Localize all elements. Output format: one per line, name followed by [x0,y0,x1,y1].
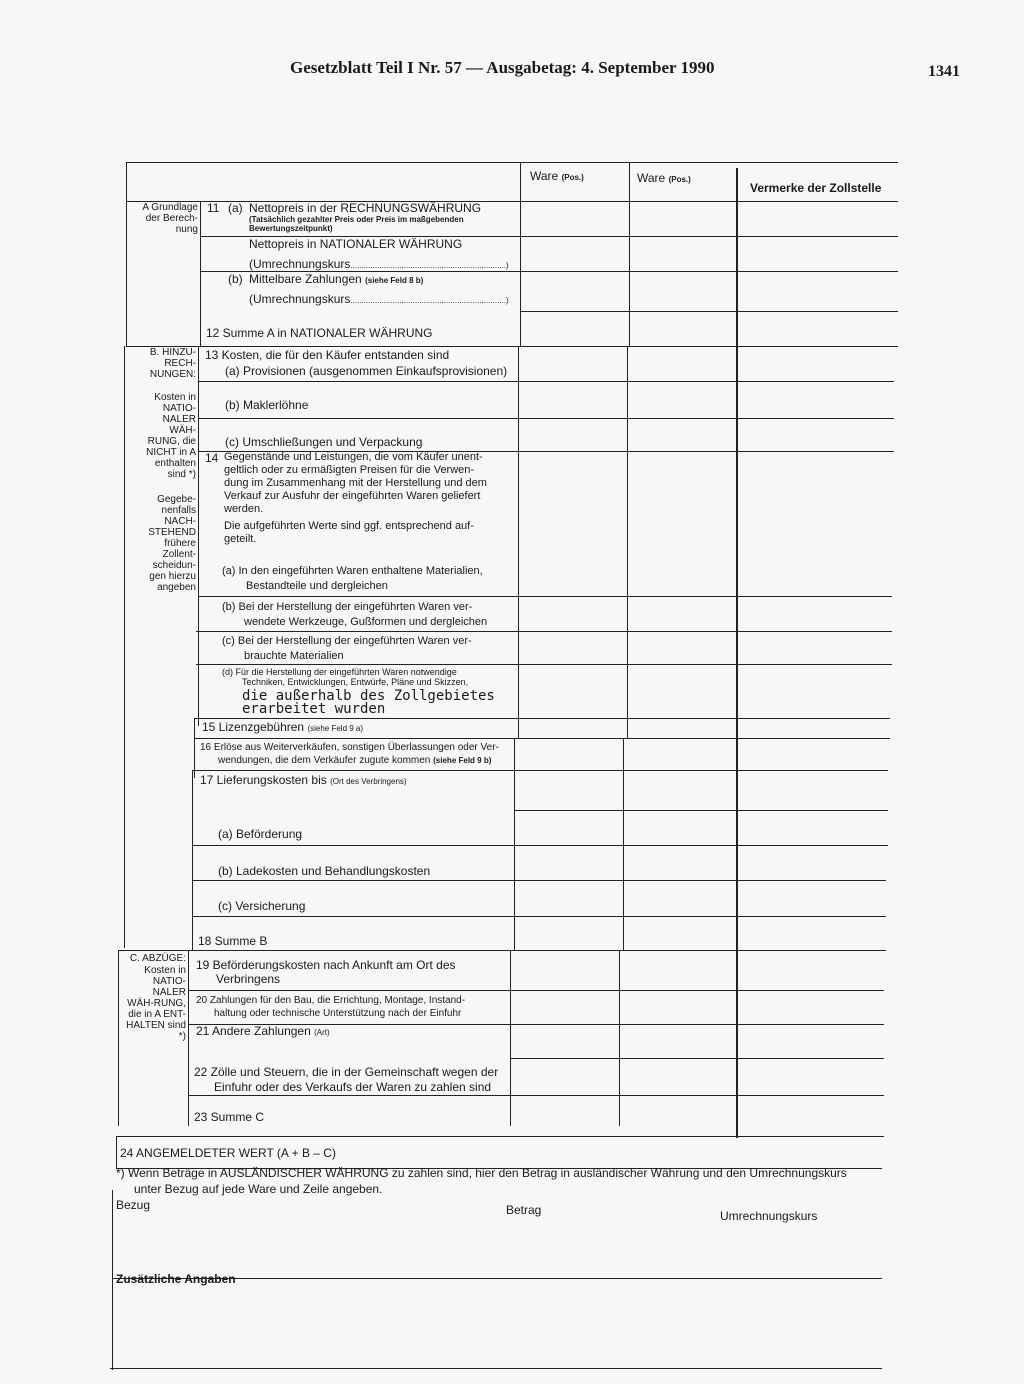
row-23-label: 23 Summe C [194,1110,265,1124]
row-19-line-2: Verbringens [216,972,281,986]
row-14-number: 14 [205,451,219,465]
row-11-national-label: Nettopreis in NATIONALER WÄHRUNG [249,237,463,251]
row-16-line-2: wendungen, die dem Verkäufer zugute kommen (siehe Feld 9 b) [218,755,492,766]
row-11b-label: Mittelbare Zahlungen (siehe Feld 8 b) [249,272,424,286]
page-header-title: Gesetzblatt Teil I Nr. 57 — Ausgabetag: 4. September 1990 [290,58,715,77]
row-21-label: 21 Andere Zahlungen (Art) [196,1024,330,1038]
row-13b-label: (b) Maklerlöhne [225,398,309,412]
row-14c-line-1: (c) Bei der Herstellung der eingeführten Waren ver- [222,635,472,647]
row-17-label: 17 Lieferungskosten bis (Ort des Verbringens) [200,773,407,787]
row-14d-typed-2: erarbeitet wurden [242,701,386,717]
page-number: 1341 [928,63,960,80]
row-11a-label: Nettopreis in der RECHNUNGSWÄHRUNG [249,201,482,215]
row-14a-line-1: (a) In den eingeführten Waren enthaltene Materialien, [222,565,483,577]
row-17a-label: (a) Beförderung [218,827,303,841]
row-12-label: 12 Summe A in NATIONALER WÄHRUNG [206,326,433,340]
row-20-line-2: haltung oder technische Unterstützung nach der Einfuhr [214,1008,462,1019]
row-11a-note-1: (Tatsächlich gezahlter Preis oder Preis im maßgebenden [249,215,464,224]
row-18-label: 18 Summe B [198,934,268,948]
section-b-note-1: Kosten in NATIO-NALER WÄH-RUNG, die NICHT in A enthalten sind *) [146,392,196,480]
row-11-national-kurs: (Umrechnungskurs......................................................................) [249,257,509,271]
ware-column-header-2: Ware (Pos.) [637,171,691,185]
vermerke-column-header: Vermerke der Zollstelle [750,181,882,195]
row-24-label: 24 ANGEMELDETER WERT (A + B – C) [120,1146,336,1160]
ware-column-header-1: Ware (Pos.) [530,169,584,183]
row-16-line-1: 16 Erlöse aus Weiterverkäufen, sonstigen Überlassungen oder Ver- [200,742,499,753]
row-22-line-2: Einfuhr oder des Verkaufs der Waren zu zahlen sind [214,1080,492,1094]
row-11b-letter: (b) [228,272,243,286]
betrag-label: Betrag [506,1203,542,1217]
row-15-label: 15 Lizenzgebühren (siehe Feld 9 a) [202,720,364,734]
row-14a-line-2: Bestandteile und dergleichen [246,580,388,592]
row-11-number: 11 [207,201,220,215]
row-13a-label: (a) Provisionen (ausgenommen Einkaufsprovisionen) [225,364,508,378]
section-b-title: B. HINZU-RECH-NUNGEN: [149,347,196,380]
row-14c-line-2: brauchte Materialien [244,650,344,662]
zusaetzliche-angaben-label: Zusätzliche Angaben [116,1272,236,1286]
section-c-note: Kosten in NATIO-NALER WÄH-RUNG, die in A ENT-HALTEN sind *) [126,965,186,1042]
umrechnungskurs-label: Umrechnungskurs [720,1209,818,1223]
row-19-line-1: 19 Beförderungskosten nach Ankunft am Ort des [196,958,456,972]
footnote-line-2: unter Bezug auf jede Ware und Zeile angeben. [134,1182,383,1196]
row-13c-label: (c) Umschließungen und Verpackung [225,435,423,449]
row-14d-line-2: Techniken, Entwicklungen, Entwürfe, Pläne und Skizzen, [242,677,469,687]
row-11a-letter: (a) [228,201,243,215]
row-22-line-1: 22 Zölle und Steuern, die in der Gemeinschaft wegen der [194,1065,499,1079]
row-14d-typed-1: die außerhalb des Zollgebietes [242,688,495,704]
row-17b-label: (b) Ladekosten und Behandlungskosten [218,864,431,878]
section-c-title: C. ABZÜGE: [129,953,186,964]
section-a-label: A Grundlage der Berech-nung [142,202,198,235]
bezug-label: Bezug [116,1198,151,1212]
row-11b-kurs: (Umrechnungskurs......................................................................) [249,292,509,306]
row-17c-label: (c) Versicherung [218,899,306,913]
footnote-line-1: *) Wenn Beträge in AUSLÄNDISCHER WÄHRUNG zu zahlen sind, hier den Betrag in ausländischer Währung und den Umrechnungskurs [116,1166,847,1180]
row-14b-line-2: wendete Werkzeuge, Gußformen und dergleichen [244,616,488,628]
row-11a-note-2: Bewertungszeitpunkt) [249,224,333,233]
section-b-note-2: Gegebe-nenfalls NACH-STEHEND frühere Zollent-scheidun-gen hierzu angeben [148,494,196,593]
row-14b-line-1: (b) Bei der Herstellung der eingeführten Waren ver- [222,601,473,613]
row-20-line-1: 20 Zahlungen für den Bau, die Errichtung, Montage, Instand- [196,995,466,1006]
row-13-label: 13 Kosten, die für den Käufer entstanden sind [205,348,450,362]
row-14-text: Gegenstände und Leistungen, die vom Käufer unent- geltlich oder zu ermäßigten Preisen für die Verwen- dung im Zusammenhang mit der Herstellung und dem Verkauf zur Ausfuhr der eingeführten Waren geliefert werden. Die aufgeführten Werte sind ggf. entsprechend auf- geteilt. [224,451,487,545]
row-14d-line-1: (d) Für die Herstellung der eingeführten Waren notwendige [222,667,457,677]
